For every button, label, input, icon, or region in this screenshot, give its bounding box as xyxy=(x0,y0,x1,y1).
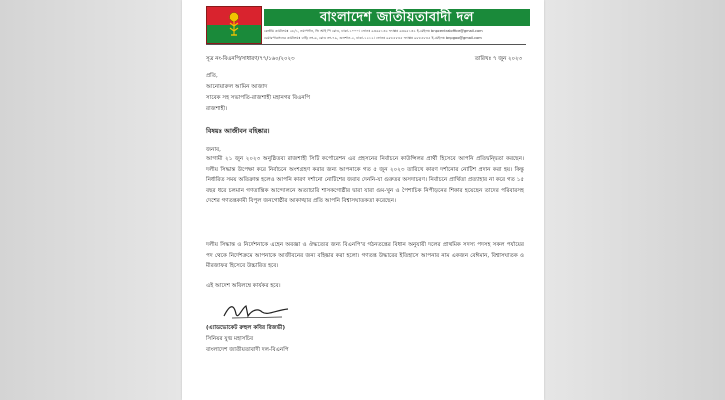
letter-subject: বিষয়ঃ আজীবন বহিষ্কার। xyxy=(206,127,270,135)
letterhead xyxy=(206,6,524,50)
reference-number: সূত্র নং-বিএনপি/সাধারণ/৭৭/১৬০/২০২৩ xyxy=(206,56,295,62)
party-flag xyxy=(206,6,262,44)
central-office-address: কেন্দ্রীয় কার্যালয়ঃ ২৮/১, নয়াপল্টন, ভি আই পি রোড, ঢাকা-১০০০। ফোনঃ ৯৩৬৫১৩২ ফ্যাক্সঃ ৯৩৬৫১৩২ ই-মেইলঃ bnpcentraloffice@gmail.com xyxy=(264,29,483,33)
signatory-organization: বাংলাদেশ জাতীয়তাবাদী দল-বিএনপি xyxy=(206,347,289,353)
paddy-sheaf-icon xyxy=(227,11,241,37)
background-left xyxy=(0,0,182,400)
signatory-name: (এ্যাডভোকেট রুহুল কবির রিজভী) xyxy=(206,325,286,331)
party-name-banner: বাংলাদেশ জাতীয়তাবাদী দল xyxy=(264,9,530,26)
letterhead-divider xyxy=(206,44,526,45)
body-paragraph-1: আগামী ২১ জুন ২০২৩ অনুষ্ঠিতব্য রাজশাহী সিটি কর্পোরেশন এর প্রহসনের নির্বাচনে কাউন্সিলর প্রার্থী হিসেবে আপনি প্রতিদ্বন্দ্বিতা করছেন। দলীয় সিদ্ধান্ত উপেক্ষা করে নির্বাচনে অংশগ্রহণ করার জন্য আপনাকে গত ৫ জুন ২০২৩ তারিখে কারণ দর্শানোর নোটিশ প্রদান করা হয়। কিন্তু নির্ধারিত সময় অতিক্রান্ত হলেও আপনি কারণ দর্শানো নোটিশের জবাব দেননি-যা গুরুতর অসদাচরণ। নির্বাচনে প্রার্থিতা প্রত্যাহার না করে গত ১৫ বছর ধরে চলমান গণতান্ত্রিক আন্দোলনে অত্যাচারি শাসকগোষ্ঠীর দ্বারা যারা গুম-খুন ও পৈশাচিক নিপীড়নের শিকার হয়েছেন তাদের পরিবারসহ দেশের গণতন্ত্রকামী বিপুল জনগোষ্ঠীর আকাঙ্খার প্রতি আপনি বিশ্বাসঘাতকতা করেছেন। xyxy=(206,156,524,205)
body-paragraph-2: দলীয় সিদ্ধান্ত ও নির্দেশনাকে এহেন অবজ্ঞা ও ঔদ্ধত্যের জন্য বিএনপি'র গঠনতন্ত্রের বিধান অনুযায়ী দলের প্রাথমিক সদস্য পদসহ সকল পর্যায়ের পদ থেকে নির্দেশক্রমে আপনাকে আজীবনের জন্য বহিষ্কার করা হলো। গণতন্ত্র উদ্ধারের ইতিহাসে আপনার নাম একজন বেঈমান, বিশ্বাসঘাতক ও মীরজাফর হিসেবে উচ্চারিত হবে। xyxy=(206,242,524,270)
recipient-designation: সাবেক সহ সভাপতি-রাজশাহী মহানগর বিএনপি xyxy=(206,95,311,101)
recipient-place: রাজশাহী। xyxy=(206,106,228,112)
chairperson-office-address: চেয়ারপারসনের কার্যালয়ঃ বাড়ি নং-৬, রোড নং-৭৯, গুলশান-২, ঢাকা-১২১২। ফোনঃ ৯৮৮৫৮৪৫ ফ্যাক্সঃ ৯৮৮৫৮৪৫ ই-মেইলঃ bnpgoo@gmail.com xyxy=(264,36,482,40)
background-right xyxy=(543,0,725,400)
closing-order: এই আদেশ অবিলম্বে কার্যকর হবে। xyxy=(206,283,281,289)
signatory-title: সিনিয়র যুগ্ম মহাসচিব xyxy=(206,336,254,342)
signature xyxy=(222,300,292,322)
greeting: জনাব, xyxy=(206,147,221,153)
recipient-salutation: প্রতি, xyxy=(206,73,218,79)
letter-date: তারিখঃ ৭ জুন ২০২৩ xyxy=(474,56,522,62)
recipient-name: আনোয়ারুল আমিন আজাদ xyxy=(206,84,268,90)
letter-page xyxy=(182,0,544,400)
